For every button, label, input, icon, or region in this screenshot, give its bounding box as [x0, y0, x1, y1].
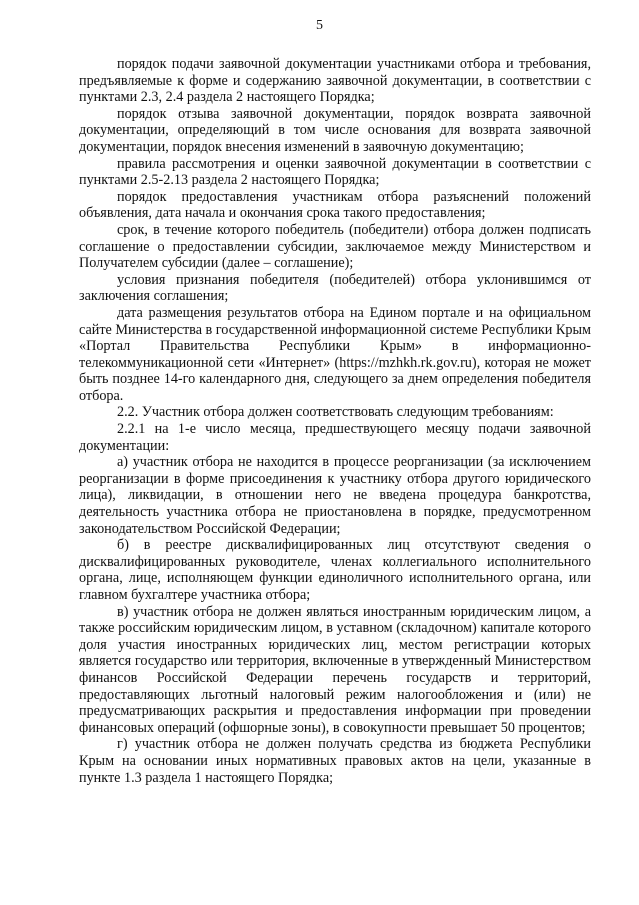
paragraph-submission-procedure: порядок подачи заявочной документации участниками отбора и требования, предъявляемые к форме и содержанию заявочной документации, в соответствии с пунктами 2.3, 2.4 раздела 2 настоящего Порядка;: [79, 56, 591, 106]
paragraph-clarifications: порядок предоставления участникам отбора разъяснений положений объявления, дата начала и окончания срока такого предоставления;: [79, 188, 591, 222]
paragraph-evasion-conditions: условия признания победителя (победителей) отбора уклонившимся от заключения соглашения;: [79, 271, 591, 305]
paragraph-withdrawal-procedure: порядок отзыва заявочной документации, порядок возврата заявочной документации, определяющий в том числе основания для возврата заявочной документации, порядок внесения изменений в заявочную документацию;: [79, 105, 591, 155]
paragraph-review-rules: правила рассмотрения и оценки заявочной документации в соответствии с пунктами 2.5-2.13 раздела 2 настоящего Порядка;: [79, 155, 591, 189]
document-body: [79, 56, 591, 786]
paragraph-signing-deadline: срок, в течение которого победитель (победители) отбора должен подписать соглашение о предоставлении субсидии, заключаемое между Министерством и Получателем субсидии (далее – соглашение);: [79, 221, 591, 272]
paragraph-item-a: а) участник отбора не находится в процессе реорганизации (за исключением реорганизации в форме присоединения к участнику отбора другого юридического лица), ликвидации, в отношении него не введена процедура банкротства, деятельность участника отбора не приостановлена в порядке, предусмотренном законодательством Российской Федерации;: [79, 454, 591, 537]
paragraph-section-2-2: 2.2. Участник отбора должен соответствовать следующим требованиям:: [117, 404, 554, 421]
paragraph-item-b: б) в реестре дисквалифицированных лиц отсутствуют сведения о дисквалифицированных руководителе, членах коллегиального исполнительного органа, лице, исполняющем функции единоличного исполнительного органа, или главном бухгалтере участника отбора;: [79, 537, 591, 603]
paragraph-section-2-2-1: 2.2.1 на 1-е число месяца, предшествующего месяцу подачи заявочной документации:: [79, 421, 591, 454]
paragraph-item-g: г) участник отбора не должен получать средства из бюджета Республики Крым на основании иных нормативных правовых актов на цели, указанные в пункте 1.3 раздела 1 настоящего Порядка;: [79, 736, 591, 786]
paragraph-item-v: в) участник отбора не должен являться иностранным юридическим лицом, а также российским юридическим лицом, в уставном (складочном) капитале которого доля участия иностранных юридических лиц, местом регистрации которых является государство или территория, включенные в утвержденный Министерством финансов Российской Федерации перечень государств и территорий, предоставляющих льготный налоговый режим налогообложения и (или) не предусматривающих раскрытия и предоставления информации при проведении финансовых операций (офшорные зоны), в совокупности превышает 50 процентов;: [79, 603, 591, 736]
page-number: 5: [316, 18, 323, 33]
paragraph-results-publication: дата размещения результатов отбора на Едином портале и на официальном сайте Министерства в государственной информационной системе Республики Крым «Портал Правительства Республики Крым» в информационно-телекоммуникационной сети «Интернет» (https://mzhkh.rk.gov.ru), которая не может быть позднее 14-го календарного дня, следующего за днем определения победителя отбора.: [79, 304, 591, 404]
